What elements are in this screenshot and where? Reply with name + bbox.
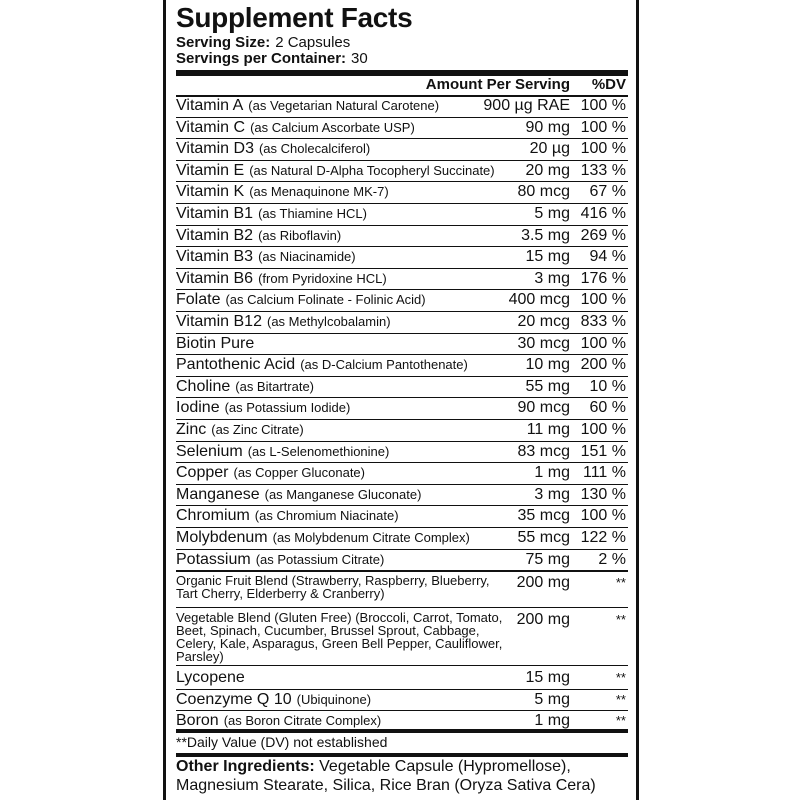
servings-per-container-label: Servings per Container:: [176, 50, 347, 67]
table-row: [176, 486, 628, 508]
nutrient-amount: 75 mg: [525, 550, 570, 568]
table-row: [176, 313, 628, 335]
nutrient-source: (as D-Calcium Pantothenate): [300, 357, 468, 373]
row-divider: [176, 138, 628, 139]
row-divider: [176, 117, 628, 118]
nutrient-source: (as Cholecalciferol): [258, 141, 371, 157]
nutrient-daily-value: 100 %: [580, 97, 626, 114]
nutrient-name: [176, 313, 391, 331]
nutrient-amount: 20 µg: [529, 140, 570, 158]
nutrient-label: Zinc: [176, 421, 207, 438]
nutrient-name: [176, 691, 371, 709]
blend-daily-value: **: [615, 612, 626, 628]
nutrient-name: [176, 486, 421, 504]
nutrient-source: (as Methylcobalamin): [266, 314, 391, 329]
nutrient-source: (as Zinc Citrate): [211, 422, 304, 437]
table-row: [176, 248, 628, 270]
table-row: [176, 291, 628, 313]
other-ingredients-text-1: Vegetable Capsule (Hypromellose),: [319, 758, 571, 775]
nutrient-source: (from Pyridoxine HCL): [258, 270, 387, 286]
nutrient-amount: 35 mcg: [517, 507, 570, 525]
nutrient-source: (as Boron Citrate Complex): [223, 713, 382, 729]
panel-title: Supplement Facts: [176, 2, 413, 33]
row-divider: [176, 484, 628, 485]
nutrient-label: Vitamin B2: [176, 226, 254, 244]
nutrient-label: Vitamin B1: [176, 205, 254, 222]
nutrient-daily-value: 122 %: [580, 529, 626, 546]
nutrient-name: [176, 378, 314, 396]
nutrient-label: Vitamin B6: [176, 269, 254, 287]
nutrient-source: (as L-Selenomethionine): [247, 443, 390, 459]
nutrient-label: Manganese: [176, 485, 260, 503]
nutrient-daily-value: 100 %: [580, 140, 626, 158]
nutrient-amount: 55 mcg: [517, 529, 570, 546]
nutrient-name: [176, 291, 426, 309]
table-row: [176, 669, 628, 691]
nutrient-source: (as Calcium Ascorbate USP): [250, 119, 415, 135]
nutrient-daily-value: 67 %: [589, 183, 626, 201]
nutrient-amount: 400 mcg: [508, 291, 570, 309]
nutrient-name: [176, 140, 370, 158]
nutrient-amount: 5 mg: [534, 205, 570, 222]
table-row: [176, 399, 628, 421]
nutrient-amount: 5 mg: [534, 690, 570, 708]
row-divider: [176, 203, 628, 204]
serving-size-label: Serving Size:: [176, 34, 271, 51]
row-divider: [176, 181, 628, 182]
nutrient-label: Lycopene: [176, 669, 245, 687]
nutrient-source: (as Copper Gluconate): [233, 465, 365, 481]
nutrient-source: (as Potassium Citrate): [255, 551, 385, 567]
nutrient-daily-value: 416 %: [580, 205, 626, 222]
nutrient-amount: 80 mcg: [517, 183, 570, 201]
nutrient-source: (as Manganese Gluconate): [264, 486, 422, 502]
nutrient-daily-value: 100 %: [580, 291, 626, 309]
nutrient-source: (as Menaquinone MK-7): [249, 184, 389, 200]
row-divider: [176, 607, 628, 608]
nutrient-label: Pantothenic Acid: [176, 356, 296, 374]
row-divider: [176, 289, 628, 290]
nutrient-daily-value: 833 %: [580, 313, 626, 330]
nutrient-name: [176, 119, 415, 137]
table-row: [176, 227, 628, 249]
row-divider: [176, 333, 628, 334]
table-row: [176, 421, 628, 443]
nutrient-label: Boron: [176, 712, 219, 730]
row-divider: [176, 354, 628, 355]
table-row: [176, 378, 628, 400]
nutrient-label: Folate: [176, 291, 221, 309]
other-ingredients-line-1: [176, 757, 596, 776]
table-row: [176, 335, 628, 357]
table-row: [176, 611, 628, 665]
nutrient-name: [176, 421, 304, 439]
nutrient-amount: 900 µg RAE: [483, 97, 570, 114]
table-row: [176, 529, 628, 551]
table-row: [176, 464, 628, 486]
row-divider: [176, 376, 628, 377]
table-row: [176, 140, 628, 162]
nutrient-daily-value: 60 %: [589, 399, 626, 417]
nutrient-name: [176, 712, 381, 730]
servings-per-container-value: 30: [351, 50, 368, 67]
nutrient-label: Vitamin B3: [176, 248, 254, 266]
blend-description: Organic Fruit Blend (Strawberry, Raspberry, Blueberry, Tart Cherry, Elderberry & Cranberry): [176, 573, 490, 602]
row-divider: [176, 246, 628, 247]
nutrient-amount: 3.5 mg: [521, 226, 570, 244]
nutrient-label: Vitamin A: [176, 97, 244, 114]
other-ingredients: [176, 757, 596, 795]
daily-value-header: %DV: [591, 76, 626, 93]
nutrient-label: Iodine: [176, 399, 220, 417]
nutrient-name: [176, 97, 439, 115]
table-row: [176, 183, 628, 205]
row-divider: [176, 160, 628, 161]
row-divider: [176, 311, 628, 312]
nutrient-name: [176, 183, 389, 201]
nutrient-label: Coenzyme Q 10: [176, 690, 292, 708]
footnote-divider: [176, 729, 628, 732]
row-divider: [176, 710, 628, 711]
nutrient-amount: 15 mg: [525, 669, 570, 687]
nutrient-amount: 55 mg: [525, 377, 570, 395]
row-divider: [176, 462, 628, 463]
nutrient-amount: 20 mg: [525, 161, 570, 179]
row-divider: [176, 665, 628, 666]
nutrient-daily-value: 94 %: [589, 248, 626, 266]
table-row: [176, 574, 628, 607]
nutrient-label: Vitamin K: [176, 183, 245, 201]
nutrient-source: (as Potassium Iodide): [224, 400, 351, 416]
supplement-facts-panel: [163, 0, 639, 800]
nutrient-label: Vitamin D3: [176, 140, 254, 158]
nutrient-source: (as Chromium Niacinate): [254, 508, 399, 524]
row-divider: [176, 689, 628, 690]
table-row: [176, 162, 628, 184]
nutrient-name: [176, 162, 495, 180]
nutrient-label: Molybdenum: [176, 529, 268, 546]
nutrient-name: [176, 356, 468, 374]
row-divider: [176, 505, 628, 506]
amount-per-serving-header: Amount Per Serving: [425, 76, 570, 93]
table-row: [176, 443, 628, 465]
nutrient-source: (as Bitartrate): [235, 378, 315, 394]
blend-daily-value: **: [615, 575, 626, 591]
nutrient-daily-value: 130 %: [580, 485, 626, 503]
nutrient-source: (as Niacinamide): [258, 249, 356, 265]
nutrient-name: [176, 669, 250, 687]
servings-per-container: [176, 50, 368, 67]
nutrient-daily-value: 100 %: [580, 421, 626, 438]
row-divider: [176, 397, 628, 398]
nutrient-label: Copper: [176, 464, 229, 482]
table-row: [176, 205, 628, 227]
table-row: [176, 270, 628, 292]
nutrient-daily-value: 100 %: [580, 118, 626, 136]
nutrient-amount: 3 mg: [534, 485, 570, 503]
row-divider: [176, 527, 628, 528]
nutrient-source: (as Calcium Folinate - Folinic Acid): [225, 292, 426, 308]
nutrient-label: Vitamin E: [176, 161, 245, 179]
row-divider: [176, 419, 628, 420]
nutrient-name: [176, 335, 259, 353]
nutrient-amount: 3 mg: [534, 269, 570, 287]
row-divider: [176, 549, 628, 550]
blend-description: Vegetable Blend (Gluten Free) (Broccoli, Carrot, Tomato, Beet, Spinach, Cucumber, Brussel Sprout, Cabbage, Celery, Kale, Asparagus, Green Bell Pepper, Cauliflower, Parsley): [176, 610, 503, 665]
nutrient-amount: 1 mg: [534, 464, 570, 482]
nutrient-daily-value: 133 %: [580, 161, 626, 179]
blend-amount: 200 mg: [516, 574, 570, 592]
nutrient-daily-value: 100 %: [580, 334, 626, 352]
nutrient-daily-value: **: [615, 713, 626, 729]
nutrient-source: (as Thiamine HCL): [258, 206, 367, 221]
row-divider: [176, 268, 628, 269]
nutrient-name: [176, 399, 350, 417]
nutrient-name: [176, 507, 399, 525]
row-divider: [176, 732, 628, 733]
nutrient-label: Chromium: [176, 507, 250, 525]
nutrient-daily-value: 100 %: [580, 507, 626, 525]
nutrient-amount: 10 mg: [525, 356, 570, 374]
nutrient-amount: 1 mg: [534, 712, 570, 730]
nutrient-name: [176, 227, 341, 245]
nutrient-amount: 11 mg: [526, 421, 570, 438]
nutrient-source: (as Natural D-Alpha Tocopheryl Succinate): [249, 162, 495, 178]
nutrient-amount: 15 mg: [525, 248, 570, 266]
table-row: [176, 691, 628, 713]
nutrient-name: [176, 529, 470, 547]
nutrient-daily-value: 2 %: [598, 550, 626, 568]
nutrient-name: [176, 270, 387, 288]
table-row: [176, 507, 628, 529]
nutrient-source: (as Molybdenum Citrate Complex): [272, 530, 470, 545]
table-row: [176, 119, 628, 141]
nutrient-daily-value: 10 %: [589, 377, 626, 395]
nutrient-name: [176, 464, 365, 482]
serving-size-value: 2 Capsules: [275, 34, 351, 51]
nutrient-daily-value: **: [615, 691, 626, 707]
table-row: [176, 97, 628, 119]
nutrient-amount: 30 mcg: [517, 334, 570, 352]
nutrient-source: (as Riboflavin): [258, 227, 342, 243]
nutrient-daily-value: 151 %: [580, 442, 626, 460]
nutrient-daily-value: 176 %: [580, 269, 626, 287]
serving-size: [176, 34, 350, 51]
other-ingredients-label: Other Ingredients:: [176, 758, 315, 775]
nutrient-source: (Ubiquinone): [296, 691, 372, 707]
nutrient-name: [176, 248, 356, 266]
table-row: [176, 551, 628, 573]
nutrient-label: Vitamin B12: [176, 313, 262, 330]
column-header: [176, 75, 628, 95]
nutrient-amount: 90 mcg: [517, 399, 570, 417]
nutrient-name: [176, 443, 389, 461]
nutrient-amount: 90 mg: [525, 118, 570, 136]
nutrient-source: (as Vegetarian Natural Carotene): [248, 98, 440, 113]
blend-amount: 200 mg: [516, 611, 570, 629]
nutrient-label: Selenium: [176, 442, 243, 460]
row-divider: [176, 225, 628, 226]
nutrient-label: Choline: [176, 377, 231, 395]
nutrient-amount: 20 mcg: [517, 313, 570, 330]
nutrient-amount: 83 mcg: [517, 442, 570, 460]
nutrient-daily-value: 269 %: [580, 226, 626, 244]
nutrient-daily-value: 111 %: [583, 464, 626, 482]
other-ingredients-line-2: Magnesium Stearate, Silica, Rice Bran (Oryza Sativa Cera): [176, 777, 596, 794]
row-divider: [176, 441, 628, 442]
nutrient-daily-value: **: [615, 670, 626, 686]
nutrient-label: Biotin Pure: [176, 334, 255, 352]
nutrient-name: [176, 551, 384, 569]
nutrient-name: [176, 205, 367, 223]
nutrient-daily-value: 200 %: [580, 356, 626, 374]
nutrient-label: Vitamin C: [176, 118, 246, 136]
blend-divider: [176, 570, 628, 572]
footnote: **Daily Value (DV) not established: [176, 734, 388, 750]
nutrient-label: Potassium: [176, 550, 251, 568]
table-row: [176, 356, 628, 378]
